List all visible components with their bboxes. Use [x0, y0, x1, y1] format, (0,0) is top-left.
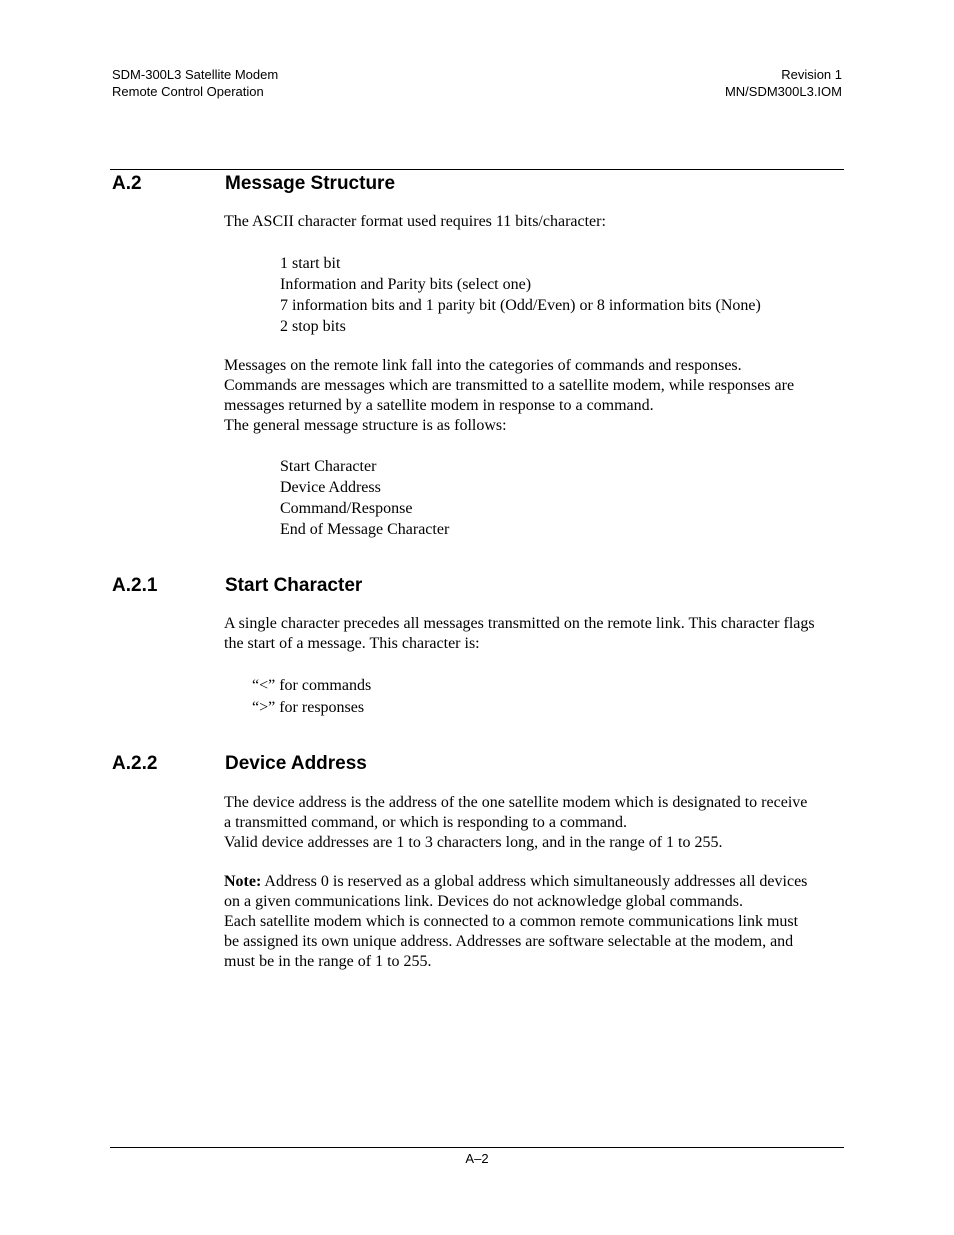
text-line: must be in the range of 1 to 255.	[224, 953, 432, 970]
header-doc-number: MN/SDM300L3.IOM	[724, 83, 842, 99]
list-item: “<” for commands	[252, 677, 372, 694]
bit-format-list	[280, 253, 761, 337]
section-top-rule	[110, 169, 844, 170]
list-item: Start Character	[280, 458, 377, 475]
section-heading-a2	[112, 173, 395, 195]
list-item: End of Message Character	[280, 521, 450, 538]
section-heading-a22	[112, 753, 367, 775]
text-line: the start of a message. This character is:	[224, 635, 480, 652]
text-line: The ASCII character format used requires 11 bits/character:	[224, 213, 606, 230]
header-chapter-title: Remote Control Operation	[112, 83, 264, 99]
text-line: be assigned its own unique address. Addresses are software selectable at the modem, and	[224, 933, 794, 950]
footer-rule	[110, 1147, 844, 1148]
list-item: Command/Response	[280, 500, 413, 517]
page-number: A–2	[465, 1151, 489, 1166]
running-header-left	[112, 67, 278, 100]
list-item: 1 start bit	[280, 255, 341, 272]
note-label: Note:	[224, 873, 262, 890]
text-line: Commands are messages which are transmitted to a satellite modem, while responses are	[224, 377, 795, 394]
text-line: Messages on the remote link fall into the categories of commands and responses.	[224, 357, 742, 374]
section-title: Message Structure	[225, 173, 396, 194]
header-doc-title: SDM-300L3 Satellite Modem	[112, 67, 279, 82]
text-line: messages returned by a satellite modem in response to a command.	[224, 397, 654, 414]
note-text: Address 0 is reserved as a global address which simultaneously addresses all devices	[261, 873, 808, 890]
list-item: Device Address	[280, 479, 381, 496]
list-item: 2 stop bits	[280, 318, 346, 335]
list-item: Information and Parity bits (select one)	[280, 276, 532, 293]
text-line: A single character precedes all messages transmitted on the remote link. This character flags	[224, 615, 815, 632]
a22-paragraph	[224, 793, 846, 853]
section-number: A.2.1	[112, 575, 158, 596]
text-line: on a given communications link. Devices do not acknowledge global commands.	[224, 893, 743, 910]
section-number: A.2	[112, 173, 142, 194]
start-character-list	[252, 675, 371, 719]
message-structure-list	[280, 456, 449, 540]
list-item: “>” for responses	[252, 699, 365, 716]
a22-note-paragraph	[224, 872, 846, 972]
a21-paragraph	[224, 614, 846, 654]
text-line: The general message structure is as follows:	[224, 417, 507, 434]
section-heading-a21	[112, 575, 362, 597]
running-header-right	[725, 67, 842, 100]
a2-categories-paragraph	[224, 356, 846, 436]
header-revision: Revision 1	[781, 67, 842, 82]
section-title: Start Character	[225, 575, 363, 596]
list-item: 7 information bits and 1 parity bit (Odd/Even) or 8 information bits (None)	[280, 297, 761, 314]
text-line: a transmitted command, or which is responding to a command.	[224, 814, 628, 831]
section-number: A.2.2	[112, 753, 158, 774]
text-line: Valid device addresses are 1 to 3 characters long, and in the range of 1 to 255.	[224, 834, 723, 851]
text-line: The device address is the address of the one satellite modem which is designated to receive	[224, 794, 808, 811]
section-title: Device Address	[225, 753, 367, 774]
text-line	[224, 872, 846, 892]
text-line: Each satellite modem which is connected to a common remote communications link must	[224, 913, 799, 930]
a2-intro-paragraph	[224, 212, 846, 232]
